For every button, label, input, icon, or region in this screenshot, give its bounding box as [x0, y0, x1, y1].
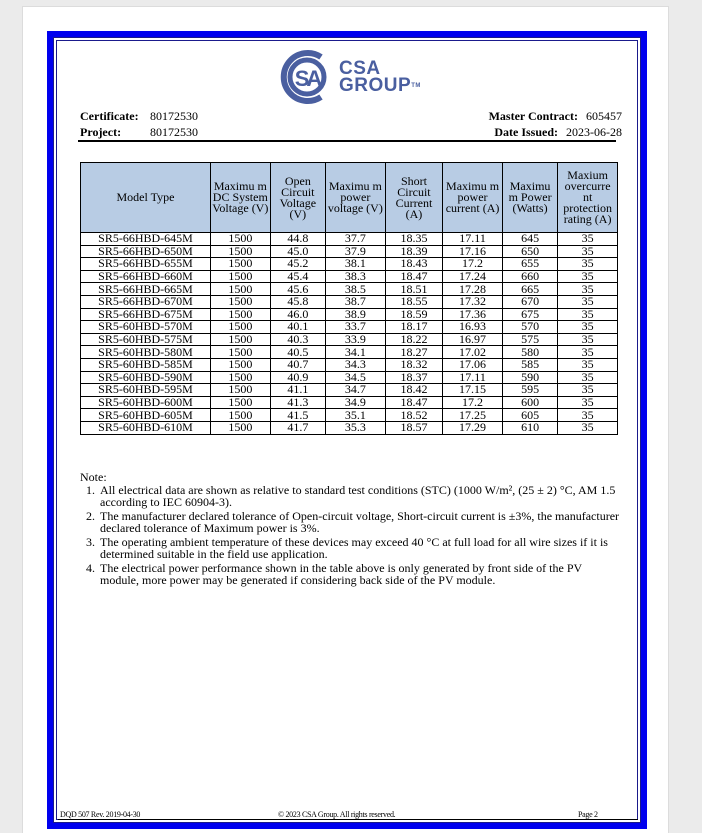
table-row [81, 421, 618, 434]
cell-vmp: 38.5 [326, 283, 386, 296]
cell-voc: 40.3 [270, 333, 325, 346]
table-row [81, 333, 618, 346]
cell-vmp: 33.9 [326, 333, 386, 346]
cell-model: SR5-66HBD-645M [81, 233, 211, 246]
svg-text:SA: SA [294, 66, 320, 91]
cell-imp: 16.93 [443, 321, 503, 334]
cell-ocpr: 35 [558, 333, 618, 346]
cell-dc-voltage: 1500 [210, 321, 270, 334]
header-divider [78, 140, 616, 142]
cell-pmax: 675 [502, 308, 557, 321]
cell-model: SR5-66HBD-655M [81, 258, 211, 271]
cell-model: SR5-66HBD-670M [81, 295, 211, 308]
cell-pmax: 570 [502, 321, 557, 334]
master-contract-value: 605457 [586, 109, 622, 123]
date-issued-value: 2023-06-28 [566, 125, 622, 139]
cell-pmax: 660 [502, 270, 557, 283]
cell-imp: 17.11 [443, 233, 503, 246]
cell-vmp: 38.7 [326, 295, 386, 308]
cell-vmp: 38.9 [326, 308, 386, 321]
table-body [81, 233, 618, 435]
cell-voc: 46.0 [270, 308, 325, 321]
note-item: 1. All electrical data are shown as relative to standard test conditions (STC) (1000 W/m², (25 ± 2) °C, AM 1.5 according to IEC 60904-3). [98, 484, 620, 509]
cell-dc-voltage: 1500 [210, 233, 270, 246]
cell-model: SR5-60HBD-590M [81, 371, 211, 384]
cell-isc: 18.47 [385, 270, 443, 283]
cell-ocpr: 35 [558, 283, 618, 296]
cell-pmax: 605 [502, 409, 557, 422]
cell-vmp: 34.3 [326, 358, 386, 371]
cell-pmax: 645 [502, 233, 557, 246]
cell-vmp: 34.5 [326, 371, 386, 384]
cell-isc: 18.43 [385, 258, 443, 271]
cell-pmax: 585 [502, 358, 557, 371]
table-row [81, 396, 618, 409]
cell-imp: 17.25 [443, 409, 503, 422]
cell-model: SR5-60HBD-600M [81, 396, 211, 409]
cell-imp: 17.16 [443, 245, 503, 258]
cell-isc: 18.51 [385, 283, 443, 296]
footer-page-number: Page 2 [578, 810, 598, 819]
logo-wordmark [339, 60, 421, 94]
cell-dc-voltage: 1500 [210, 358, 270, 371]
col-header-max-power-voltage: Maximu m power voltage (V) [326, 163, 386, 233]
cell-voc: 45.6 [270, 283, 325, 296]
cell-imp: 17.32 [443, 295, 503, 308]
notes-section [80, 471, 620, 588]
note-item: 2. The manufacturer declared tolerance of Open-circuit voltage, Short-circuit current is ±3%, the manufacturer declared tolerance of Maximum power is 3%. [98, 510, 620, 535]
cell-pmax: 580 [502, 346, 557, 359]
project-label: Project: [80, 125, 122, 139]
cell-dc-voltage: 1500 [210, 384, 270, 397]
cell-vmp: 37.9 [326, 245, 386, 258]
cell-isc: 18.42 [385, 384, 443, 397]
cell-model: SR5-66HBD-660M [81, 270, 211, 283]
logo-text-group: GROUP [339, 75, 412, 96]
module-spec-table [80, 162, 618, 435]
cell-voc: 40.7 [270, 358, 325, 371]
cell-voc: 40.5 [270, 346, 325, 359]
cell-vmp: 38.1 [326, 258, 386, 271]
cell-voc: 45.0 [270, 245, 325, 258]
certificate-info [80, 108, 198, 140]
footer-form-rev: DQD 507 Rev. 2019-04-30 [60, 810, 141, 819]
notes-list [80, 484, 620, 587]
cell-ocpr: 35 [558, 358, 618, 371]
cell-imp: 17.24 [443, 270, 503, 283]
cell-imp: 17.11 [443, 371, 503, 384]
cell-vmp: 38.3 [326, 270, 386, 283]
logo-text-csa: CSA [339, 58, 381, 79]
cell-model: SR5-66HBD-650M [81, 245, 211, 258]
cell-imp: 16.97 [443, 333, 503, 346]
cell-pmax: 655 [502, 258, 557, 271]
cell-model: SR5-60HBD-605M [81, 409, 211, 422]
cell-ocpr: 35 [558, 270, 618, 283]
cell-voc: 40.1 [270, 321, 325, 334]
cell-pmax: 665 [502, 283, 557, 296]
cell-vmp: 35.1 [326, 409, 386, 422]
cell-dc-voltage: 1500 [210, 346, 270, 359]
project-value: 80172530 [150, 125, 198, 139]
cell-ocpr: 35 [558, 258, 618, 271]
cell-vmp: 33.7 [326, 321, 386, 334]
cell-dc-voltage: 1500 [210, 270, 270, 283]
cell-voc: 45.4 [270, 270, 325, 283]
cell-voc: 41.5 [270, 409, 325, 422]
col-header-max-power-current: Maximu m power current (A) [443, 163, 503, 233]
cell-voc: 40.9 [270, 371, 325, 384]
master-contract-label: Master Contract: [488, 109, 578, 123]
cell-vmp: 35.3 [326, 421, 386, 434]
cell-dc-voltage: 1500 [210, 333, 270, 346]
col-header-model-type: Model Type [81, 163, 211, 233]
table-row [81, 270, 618, 283]
col-header-open-circuit-voltage: Open Circuit Voltage (V) [270, 163, 325, 233]
csa-group-logo [277, 48, 427, 106]
cell-imp: 17.28 [443, 283, 503, 296]
cell-dc-voltage: 1500 [210, 258, 270, 271]
notes-title: Note: [80, 470, 107, 484]
cell-dc-voltage: 1500 [210, 421, 270, 434]
cell-imp: 17.2 [443, 258, 503, 271]
date-issued-label: Date Issued: [494, 125, 558, 139]
note-item: 3. The operating ambient temperature of these devices may exceed 40 °C at full load for all wire sizes if it is determined suitable in the field use application. [98, 536, 620, 561]
cell-isc: 18.37 [385, 371, 443, 384]
table-header-row [81, 163, 618, 233]
cell-ocpr: 35 [558, 295, 618, 308]
cell-isc: 18.22 [385, 333, 443, 346]
cell-pmax: 595 [502, 384, 557, 397]
cell-ocpr: 35 [558, 233, 618, 246]
cell-vmp: 37.7 [326, 233, 386, 246]
cell-imp: 17.29 [443, 421, 503, 434]
cell-dc-voltage: 1500 [210, 245, 270, 258]
cell-voc: 41.7 [270, 421, 325, 434]
cell-vmp: 34.7 [326, 384, 386, 397]
viewer-scrollbar-track[interactable] [669, 0, 702, 833]
cell-ocpr: 35 [558, 321, 618, 334]
cell-model: SR5-60HBD-570M [81, 321, 211, 334]
cell-voc: 41.1 [270, 384, 325, 397]
cell-pmax: 650 [502, 245, 557, 258]
cell-pmax: 670 [502, 295, 557, 308]
contract-info [489, 108, 622, 140]
certificate-label: Certificate: [80, 109, 139, 123]
cell-voc: 45.2 [270, 258, 325, 271]
cell-model: SR5-60HBD-585M [81, 358, 211, 371]
cell-isc: 18.59 [385, 308, 443, 321]
cell-pmax: 610 [502, 421, 557, 434]
cell-isc: 18.52 [385, 409, 443, 422]
cell-pmax: 590 [502, 371, 557, 384]
cell-ocpr: 35 [558, 371, 618, 384]
cell-isc: 18.57 [385, 421, 443, 434]
cell-model: SR5-60HBD-595M [81, 384, 211, 397]
footer-divider [58, 819, 638, 820]
cell-voc: 44.8 [270, 233, 325, 246]
cell-ocpr: 35 [558, 245, 618, 258]
cell-isc: 18.35 [385, 233, 443, 246]
logo-tm: TM [411, 83, 421, 89]
cell-isc: 18.47 [385, 396, 443, 409]
cell-imp: 17.36 [443, 308, 503, 321]
cell-ocpr: 35 [558, 396, 618, 409]
cell-dc-voltage: 1500 [210, 396, 270, 409]
col-header-short-circuit-current: Short Circuit Current (A) [385, 163, 443, 233]
cell-dc-voltage: 1500 [210, 283, 270, 296]
cell-imp: 17.06 [443, 358, 503, 371]
cell-imp: 17.2 [443, 396, 503, 409]
cell-ocpr: 35 [558, 409, 618, 422]
cell-ocpr: 35 [558, 421, 618, 434]
col-header-max-dc-system-voltage: Maximu m DC System Voltage (V) [210, 163, 270, 233]
col-header-overcurrent-rating: Maxium overcurre nt protection rating (A) [558, 163, 618, 233]
cell-pmax: 600 [502, 396, 557, 409]
csa-emblem-icon [277, 49, 335, 105]
cell-isc: 18.32 [385, 358, 443, 371]
cell-voc: 45.8 [270, 295, 325, 308]
note-item: 4. The electrical power performance shown in the table above is only generated by front side of the PV module, more power may be generated if considering back side of the PV module. [98, 562, 620, 587]
cell-dc-voltage: 1500 [210, 409, 270, 422]
cell-model: SR5-66HBD-675M [81, 308, 211, 321]
cell-pmax: 575 [502, 333, 557, 346]
cell-model: SR5-60HBD-610M [81, 421, 211, 434]
footer-copyright: © 2023 CSA Group. All rights reserved. [278, 810, 396, 819]
cell-model: SR5-66HBD-665M [81, 283, 211, 296]
cell-model: SR5-60HBD-580M [81, 346, 211, 359]
cell-dc-voltage: 1500 [210, 371, 270, 384]
cell-dc-voltage: 1500 [210, 308, 270, 321]
cell-imp: 17.02 [443, 346, 503, 359]
cell-voc: 41.3 [270, 396, 325, 409]
cell-ocpr: 35 [558, 346, 618, 359]
cell-isc: 18.39 [385, 245, 443, 258]
cell-isc: 18.27 [385, 346, 443, 359]
cell-imp: 17.15 [443, 384, 503, 397]
cell-vmp: 34.9 [326, 396, 386, 409]
cell-model: SR5-60HBD-575M [81, 333, 211, 346]
cell-dc-voltage: 1500 [210, 295, 270, 308]
cell-ocpr: 35 [558, 384, 618, 397]
cell-ocpr: 35 [558, 308, 618, 321]
cell-isc: 18.55 [385, 295, 443, 308]
certificate-value: 80172530 [150, 109, 198, 123]
cell-vmp: 34.1 [326, 346, 386, 359]
cell-isc: 18.17 [385, 321, 443, 334]
col-header-max-power-watts: Maximu m Power (Watts) [502, 163, 557, 233]
